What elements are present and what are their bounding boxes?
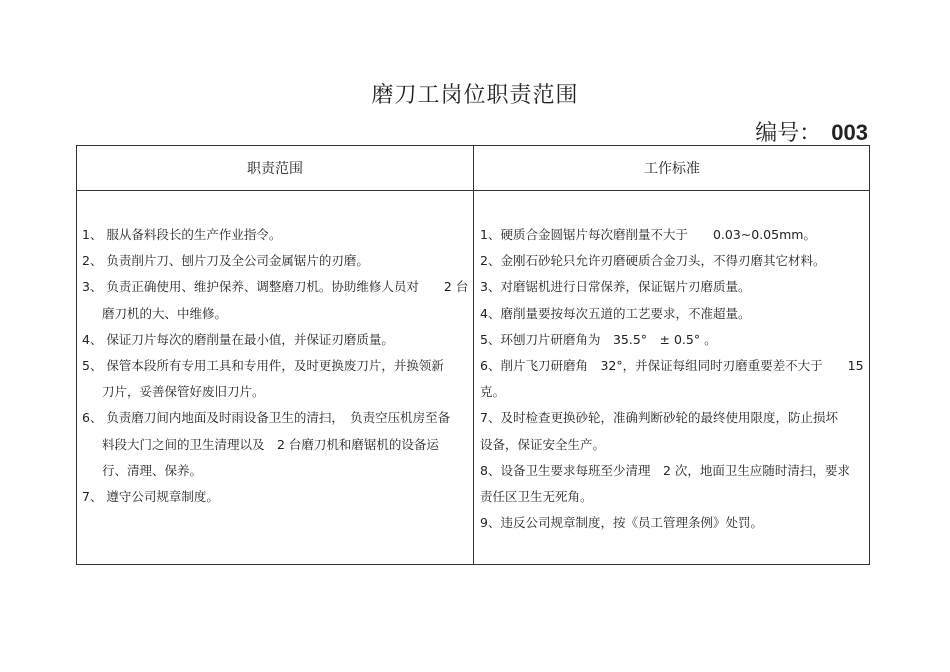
standard-line: 5、环刨刀片研磨角为 35.5° ± 0.5° 。 — [480, 331, 717, 347]
column-divider — [473, 146, 474, 564]
standard-line: 1、硬质合金圆锯片每次磨削量不大于 0.03~0.05mm。 — [480, 227, 816, 242]
standard-line: 3、对磨锯机进行日常保养，保证锯片刃磨质量。 — [480, 279, 751, 295]
duty-line: 料段大门之间的卫生清理以及 2 台磨刀机和磨锯机的设备运 — [102, 436, 439, 452]
duties-column — [82, 222, 468, 510]
page-title: 磨刀工岗位职责范围 — [371, 83, 579, 108]
code-label: 编号： — [755, 121, 822, 146]
code-value: 003 — [831, 120, 868, 145]
standard-line: 4、磨削量要按每次五道的工艺要求，不准超量。 — [480, 305, 751, 321]
standards-column — [480, 222, 865, 536]
standard-line: 7、及时检查更换砂轮，准确判断砂轮的最终使用限度，防止损坏 — [480, 410, 838, 426]
standard-line: 2、金刚石砂轮只允许刃磨硬质合金刀头，不得刃磨其它材料。 — [480, 253, 826, 269]
duty-line: 5、 保管本段所有专用工具和专用件，及时更换废刀片，并换领新 — [82, 358, 444, 374]
standard-line: 设备，保证安全生产。 — [480, 436, 606, 452]
header-divider — [77, 190, 869, 191]
duty-line: 6、 负责磨刀间内地面及时雨设备卫生的清扫， 负责空压机房至备 — [82, 410, 451, 426]
standard-line: 8、设备卫生要求每班至少清理 2 次，地面卫生应随时清扫，要求 — [480, 462, 850, 478]
header-standards: 工作标准 — [644, 161, 700, 177]
header-duties: 职责范围 — [247, 161, 303, 177]
duty-line: 3、 负责正确使用、维护保养、调整磨刀机。协助维修人员对 2 台 — [82, 279, 469, 295]
duty-line: 4、 保证刀片每次的磨削量在最小值，并保证刃磨质量。 — [82, 331, 394, 347]
document-code — [755, 116, 868, 147]
duty-line: 2、 负责削片刀、刨片刀及全公司金属锯片的刃磨。 — [82, 253, 369, 269]
standard-line: 责任区卫生无死角。 — [480, 489, 593, 505]
standard-line: 9、违反公司规章制度，按《员工管理条例》处罚。 — [480, 515, 763, 531]
duty-line: 1、 服从备料段长的生产作业指令。 — [82, 227, 282, 242]
standard-line: 6、削片飞刀研磨角 32°，并保证每组同时刃磨重要差不大于 15 — [480, 358, 864, 374]
duty-line: 7、 遵守公司规章制度。 — [82, 489, 219, 505]
duty-line: 磨刀机的大、中维修。 — [102, 305, 228, 321]
duty-table — [76, 145, 870, 565]
standard-line: 克。 — [480, 384, 506, 400]
duty-line: 行、清理、保养。 — [102, 462, 203, 478]
duty-line: 刀片，妥善保管好废旧刀片。 — [102, 384, 265, 400]
